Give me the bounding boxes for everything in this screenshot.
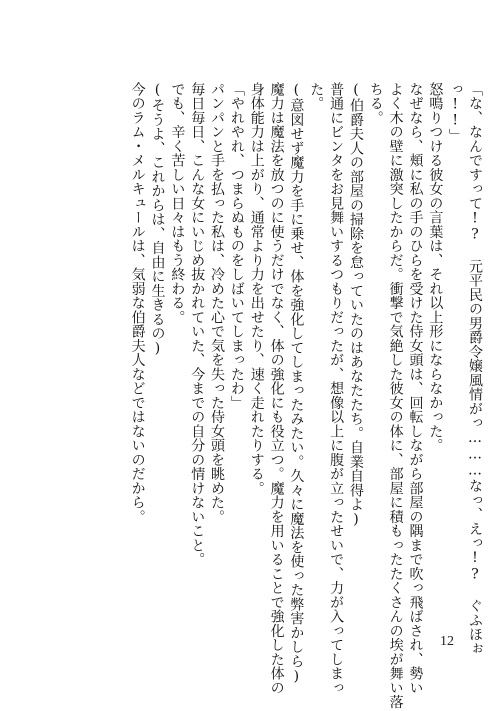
text-line: パンパンと手を払った私は、冷めた心で気を失った侍女頭を眺めた。 [209,82,226,524]
text-line: (伯爵夫人の部屋の掃除を怠っていたのはあなたたち。自業自得よ) [347,82,364,528]
text-line: 身体能力は上がり、通常より力を出せたり、速く走れたりする。 [248,82,265,496]
text-line: 今のラム・メルキュールは、気弱な伯爵夫人などではないのだから。 [129,82,146,524]
text-line: た。 [308,82,325,111]
text-line: 魔力は魔法を放つのに使うだけでなく、体の強化にも役立つ。魔力を用いることで強化した体の [268,82,285,695]
text-line: なぜなら、頬に私の手のひらを受けた侍女頭は、回転しながら部屋の隅まで吹っ飛ばされ、勢い [407,82,424,695]
text-line: ちる。 [367,82,384,125]
text-line: 「やれやれ、つまらぬものをしばいてしまったわ」 [228,82,245,410]
text-line: でも、辛く苦しい日々はもう終わる。 [169,82,186,325]
text-line: 普通にビンタをお見舞いするつもりだったが、想像以上に腹が立ったせいで、力が入ってしまっ [328,82,345,695]
text-line: 毎日毎日、こんな女にいじめ抜かれていた、今までの自分の情けないこと。 [189,82,206,567]
text-line: (そうよ、これからは、自由に生きるの) [149,82,166,357]
page-number: 12 [440,634,454,649]
text-line: 怒鳴りつける彼女の言葉は、それ以上形にならなかった。 [427,82,444,453]
text-line: (意図せず魔力を手に乗せ、体を強化してしまったみたい。久々に魔法を使った弊害かしら) [288,82,305,685]
text-line: っ!!」 [447,82,464,143]
text-line: 「な、なんですって!? 元平民の男爵令嬢風情がっ………なっ、えっ!? ぐふほぉ [467,82,483,656]
text-line: よく木の壁に激突したからだ。衝撃で気絶した彼女の体に、部屋に積もったたくさんの埃が舞い落 [387,82,404,709]
